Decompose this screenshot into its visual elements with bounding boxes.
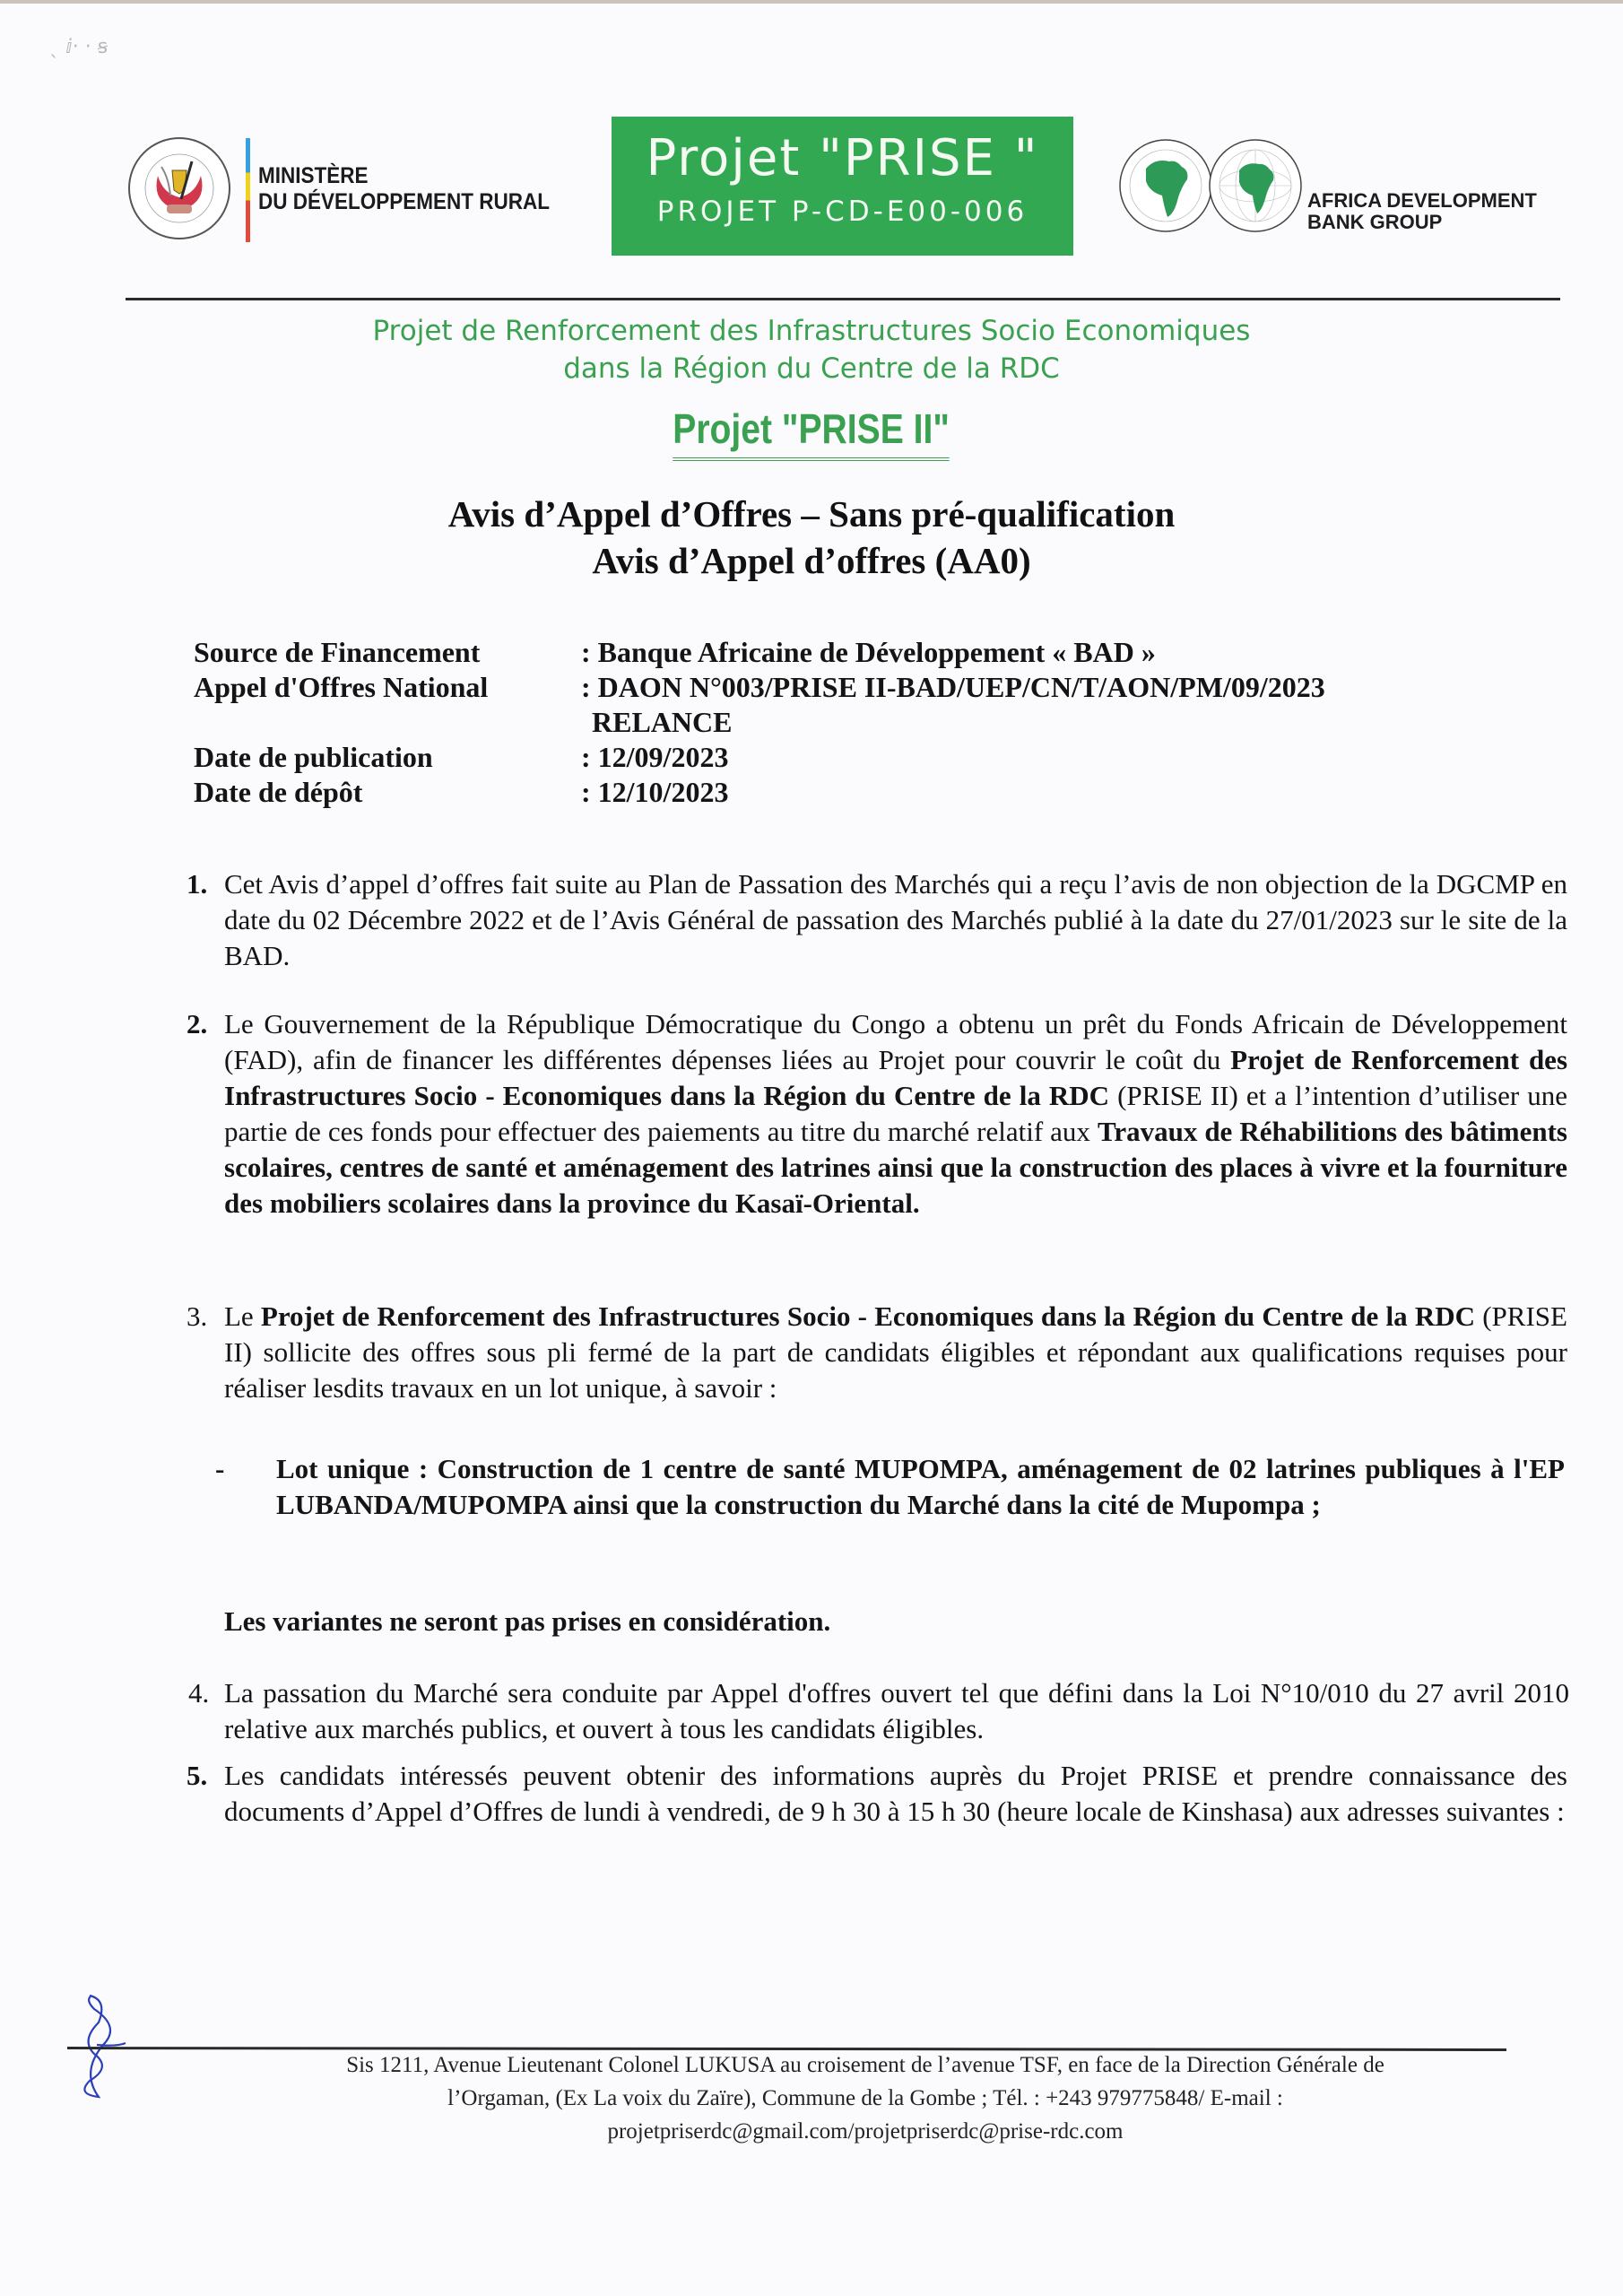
handwritten-mark: ˎ ⅈ· · ꞩ (49, 36, 108, 58)
scan-edge (0, 0, 1623, 4)
prise-project-badge (612, 117, 1073, 256)
text-run: (PRISE II) et a l’intention d’utiliser une partie de ces fonds pour effectuer des paiements au titre du marché relatif aux (224, 1080, 1567, 1147)
paragraph-5 (187, 1758, 1567, 1830)
paragraph-number: 5. (187, 1760, 208, 1791)
signature-icon (72, 1991, 135, 2099)
text-run: (PRISE II) sollicite des offres sous pli fermé de la part de candidats éligibles et répondant aux qualifications requises pour réaliser lesdits travaux en un lot unique, à savoir : (224, 1300, 1567, 1404)
ministry-line-1: MINISTÈRE (258, 163, 369, 188)
footer-address (206, 2048, 1524, 2148)
paragraph-number: 1. (187, 868, 208, 900)
footer-email: projetpriserdc@gmail.com/projetpriserdc@prise-rdc.com (607, 2119, 1124, 2144)
footer-line-1: Sis 1211, Avenue Lieutenant Colonel LUKUSA au croisement de l’avenue TSF, en face de la Direction Générale de (346, 2053, 1384, 2077)
paragraph-text: Les candidats intéressés peuvent obtenir des informations auprès du Projet PRISE et prendre connaissance des documents d’Appel d’Offres de lundi à vendredi, de 9 h 30 à 15 h 30 (heure locale de Kinshasa) aux adresses suivantes : (224, 1760, 1567, 1827)
bold-project-name: Projet de Renforcement des Infrastructures Socio - Economiques dans la Région du Centre de la RDC (260, 1300, 1476, 1332)
flag-color-bar (246, 138, 250, 242)
paragraph-4 (188, 1675, 1569, 1747)
document-title-line-2: Avis d’Appel d’offres (AA0) (592, 540, 1031, 581)
ministry-name (258, 163, 550, 215)
paragraph-text (224, 1006, 1567, 1222)
text-run: Le Gouvernement de la République Démocratique du Congo a obtenu un prêt du Fonds Africain de Développement (FAD), afin de financer les différentes dépenses liées au Projet pour couvrir le coût du (224, 1008, 1567, 1075)
footer-line-2: l’Orgaman, (Ex La voix du Zaïre), Commune de la Gombe ; Tél. : +243 979775848/ E-mail : (447, 2086, 1283, 2110)
paragraph-1 (187, 866, 1567, 974)
info-label: Source de Financement (194, 636, 481, 668)
afdb-line-1: AFRICA DEVELOPMENT (1307, 189, 1537, 212)
paragraph-number: 4. (188, 1677, 210, 1709)
header-divider (126, 298, 1560, 300)
info-value: : Banque Africaine de Développement « BAD » (581, 636, 1156, 668)
lot-description: Lot unique : Construction de 1 centre de santé MUPOMPA, aménagement de 02 latrines publiques à l'EP LUBANDA/MUPOMPA ainsi que la construction du Marché dans la cité de Mupompa ; (276, 1453, 1565, 1520)
project-name: Projet "PRISE II" (673, 402, 950, 461)
lot-item (215, 1451, 1565, 1523)
info-value: : 12/09/2023 (581, 741, 729, 773)
paragraph-number: 3. (187, 1300, 208, 1332)
info-label: Appel d'Offres National (194, 671, 489, 703)
bold-works-description: Travaux de Réhabilitions des bâtiments scolaires, centres de santé et aménagement des latrines ainsi que la construction des places à vivre et la fourniture des mobiliers scolaires dans la province du Kasaï-Oriental. (224, 1116, 1567, 1219)
project-subtitle-line-1: Projet de Renforcement des Infrastructures Socio Economiques (372, 315, 1251, 347)
project-name-heading (0, 402, 1623, 461)
list-dash: - (215, 1453, 225, 1484)
afdb-group-name (1307, 190, 1537, 233)
paragraph-text: La passation du Marché sera conduite par Appel d'offres ouvert tel que défini dans la Loi N°10/010 du 27 avril 2010 relative aux marchés publics, et ouvert à tous les candidats éligibles. (224, 1677, 1569, 1744)
bold-project-name: Projet de Renforcement des Infrastructures Socio - Economiques dans la Région du Centre de la RDC (224, 1044, 1568, 1111)
info-label: Date de dépôt (194, 776, 363, 808)
info-value: : DAON N°003/PRISE II-BAD/UEP/CN/T/AON/PM/09/2023 (581, 671, 1325, 703)
text-run: Le (224, 1300, 261, 1332)
afdb-logo-icon (1119, 135, 1303, 238)
paragraph-text (224, 1299, 1567, 1406)
variants-note: Les variantes ne seront pas prises en considération. (224, 1605, 831, 1637)
drc-government-seal-icon (126, 135, 233, 242)
letterhead (126, 117, 1560, 278)
info-value: : 12/10/2023 (581, 776, 729, 808)
paragraph-2 (187, 1006, 1567, 1222)
document-title-line-1: Avis d’Appel d’Offres – Sans pré-qualification (447, 493, 1176, 535)
info-value: RELANCE (592, 706, 733, 738)
ministry-line-2: DU DÉVELOPPEMENT RURAL (258, 189, 551, 214)
paragraph-text: Cet Avis d’appel d’offres fait suite au Plan de Passation des Marchés qui a reçu l’avis de non objection de la DGCMP en date du 02 Décembre 2022 et de l’Avis Général de passation des Marchés publié à la date du 27/01/2023 sur le site de la BAD. (224, 868, 1567, 971)
info-label: Date de publication (194, 741, 433, 773)
project-subtitle-line-2: dans la Région du Centre de la RDC (563, 352, 1060, 385)
afdb-line-2: BANK GROUP (1307, 211, 1443, 233)
prise-badge-title: Projet "PRISE " (646, 129, 1039, 187)
prise-badge-code: PROJET P-CD-E00-006 (656, 196, 1028, 228)
paragraph-3 (187, 1299, 1567, 1406)
paragraph-number: 2. (187, 1008, 208, 1039)
